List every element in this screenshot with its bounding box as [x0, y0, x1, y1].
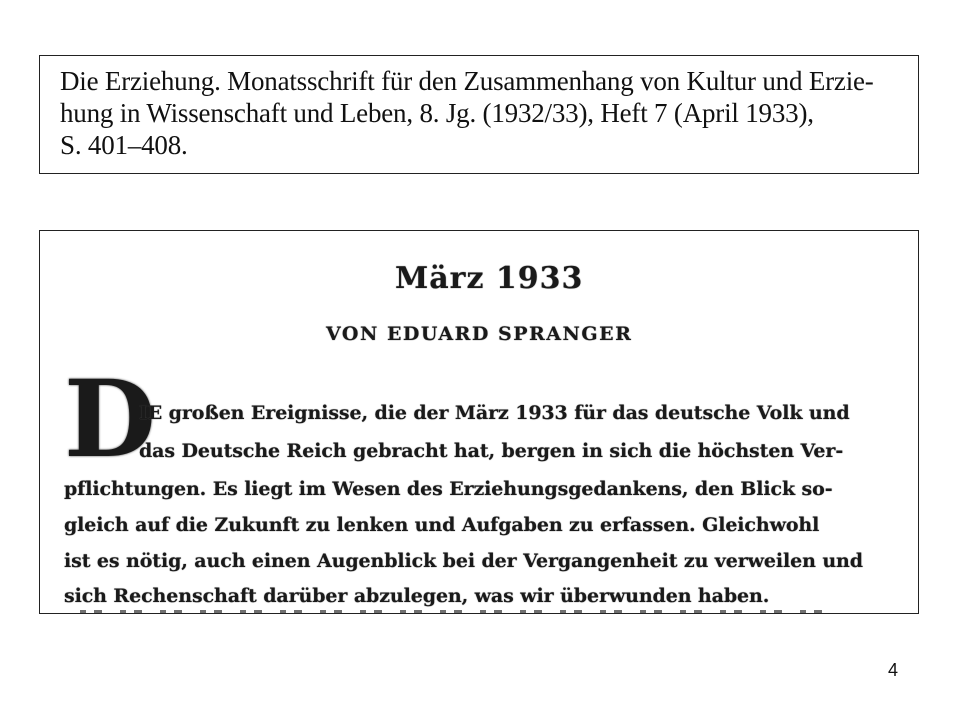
cropped-next-line-fragment — [80, 610, 830, 614]
article-title: März 1933 — [395, 261, 584, 296]
article-text-line-1: IE großen Ereignisse, die der März 1933 für das deutsche Volk und — [139, 402, 850, 424]
citation-line-1: Die Erziehung. Monatsschrift für den Zusammenhang von Kultur und Erzie- — [60, 66, 874, 96]
citation-box — [39, 55, 919, 174]
citation-line-2: hung in Wissenschaft und Leben, 8. Jg. (1932/33), Heft 7 (April 1933), — [60, 98, 814, 128]
drop-cap-initial: D — [64, 356, 156, 481]
page-number: 4 — [888, 660, 899, 680]
article-text-line-2: das Deutsche Reich gebracht hat, bergen in sich die höchsten Ver- — [139, 440, 844, 462]
article-text-line-6: sich Rechenschaft darüber abzulegen, was wir überwunden haben. — [64, 585, 770, 607]
article-text-line-5: ist es nötig, auch einen Augenblick bei der Vergangenheit zu verweilen und — [64, 550, 863, 572]
citation-line-3: S. 401–408. — [60, 130, 188, 160]
article-author: VON EDUARD SPRANGER — [326, 323, 633, 345]
article-text-line-3: pflichtungen. Es liegt im Wesen des Erziehungsgedankens, den Blick so- — [64, 478, 833, 500]
scanned-article-excerpt — [39, 230, 919, 614]
article-text-line-4: gleich auf die Zukunft zu lenken und Aufgaben zu erfassen. Gleichwohl — [64, 514, 820, 536]
